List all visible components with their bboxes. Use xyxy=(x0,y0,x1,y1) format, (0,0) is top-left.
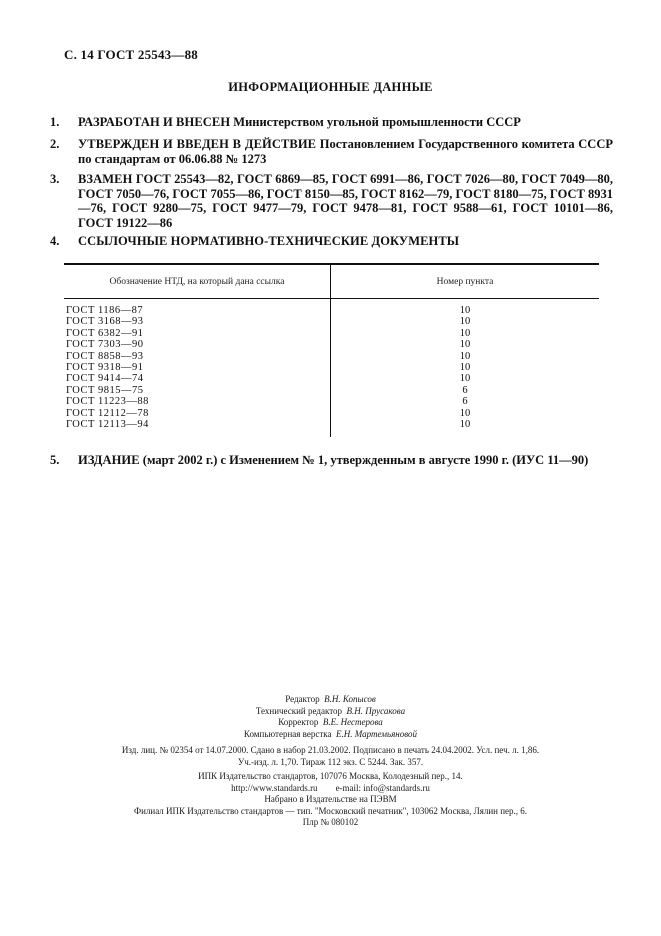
table-cell-clause: 6 xyxy=(462,396,468,408)
credit-layout xyxy=(0,729,661,741)
table-cell-clause: 10 xyxy=(459,339,471,351)
table-cell-clause: 10 xyxy=(459,327,471,339)
table-cell-document: ГОСТ 1186—87 xyxy=(66,305,144,316)
section-title: ИНФОРМАЦИОННЫЕ ДАННЫЕ xyxy=(228,80,433,94)
publication-details xyxy=(0,745,661,768)
table-cell-document: ГОСТ 11223—88 xyxy=(66,396,149,408)
printing-branch: Филиал ИПК Издательство стандартов — тип. "Московский печатник", 103062 Москва, Лялин пер., 6. xyxy=(133,805,528,816)
item-heading: УТВЕРЖДЕН И ВВЕДЕН В ДЕЙСТВИЕ xyxy=(78,137,317,151)
info-item-3 xyxy=(50,172,613,230)
item-text: Постановлением Государственного комитета СССР по стандартам от 06.06.88 № 1273 xyxy=(78,137,613,166)
credit-editor xyxy=(0,694,661,706)
publisher-website[interactable]: http://www.standards.ru xyxy=(231,782,318,793)
table-top-rule xyxy=(64,263,599,265)
table-body xyxy=(64,305,599,430)
credit-tech-editor xyxy=(0,706,661,718)
table-cell-document: ГОСТ 3168—93 xyxy=(66,316,144,328)
item-number: 5. xyxy=(50,453,60,467)
table-row xyxy=(64,396,599,407)
table-cell-document: ГОСТ 9318—91 xyxy=(66,361,144,373)
table-cell-document: ГОСТ 9414—74 xyxy=(66,373,144,385)
item-heading: РАЗРАБОТАН И ВНЕСЕН xyxy=(78,115,231,129)
table-row xyxy=(64,351,599,362)
item-heading: ВЗАМЕН xyxy=(78,172,133,186)
table-cell-document: ГОСТ 12113—94 xyxy=(66,418,149,430)
item-heading: ССЫЛОЧНЫЕ НОРМАТИВНО-ТЕХНИЧЕСКИЕ ДОКУМЕНТЫ xyxy=(78,234,460,248)
publication-line-1: Изд. лиц. № 02354 от 14.07.2000. Сдано в набор 21.03.2002. Подписано в печать 24.04.2002. Усл. печ. л. 1,86. xyxy=(121,745,540,755)
table-cell-document: ГОСТ 7303—90 xyxy=(66,339,144,351)
publisher-contacts xyxy=(0,783,661,795)
item-number: 3. xyxy=(50,172,60,186)
table-cell-document: ГОСТ 6382—91 xyxy=(66,327,144,339)
table-header-clause: Номер пункта xyxy=(436,277,494,287)
license-number: Плр № 080102 xyxy=(302,817,359,827)
table-header-rule xyxy=(64,298,599,299)
publisher-details xyxy=(0,771,661,829)
table-row xyxy=(64,373,599,384)
item-text: Министерством угольной промышленности СССР xyxy=(230,115,521,129)
publisher-email[interactable]: e-mail: info@standards.ru xyxy=(335,782,430,793)
info-item-1 xyxy=(50,115,613,130)
publisher-address: ИПК Издательство стандартов, 107076 Москва, Колодезный пер., 14. xyxy=(198,771,463,781)
info-item-2 xyxy=(50,137,613,166)
table-cell-document: ГОСТ 8858—93 xyxy=(66,350,144,362)
table-cell-clause: 10 xyxy=(459,407,471,419)
credit-role: Корректор xyxy=(278,717,319,727)
page-header-reference: С. 14 ГОСТ 25543—88 xyxy=(64,47,198,62)
imprint-credits xyxy=(0,694,661,740)
table-cell-clause: 10 xyxy=(459,316,471,328)
item-heading: ИЗДАНИЕ xyxy=(78,453,140,467)
table-row xyxy=(64,328,599,339)
table-cell-document: ГОСТ 12112—78 xyxy=(66,407,149,419)
table-cell-clause: 10 xyxy=(459,305,471,316)
credit-name: В.Н. Копысов xyxy=(324,694,376,704)
credit-proofreader xyxy=(0,717,661,729)
item-text: ГОСТ 25543—82, ГОСТ 6869—85, ГОСТ 6991—86, ГОСТ 7026—80, ГОСТ 7049—80, ГОСТ 7050—76, ГОСТ 7055—86, ГОСТ 8150—85, ГОСТ 8162—79, ГОСТ 8180—75, ГОСТ 8931—76, ГОСТ 9280—75, ГОСТ 9477—79, ГОСТ 9478—81, ГОСТ 9588—61, ГОСТ 10101—86, ГОСТ 19122—86 xyxy=(78,172,613,230)
table-row xyxy=(64,339,599,350)
credit-role: Технический редактор xyxy=(255,705,343,716)
table-row xyxy=(64,385,599,396)
credit-role: Редактор xyxy=(285,694,320,704)
item-text: (март 2002 г.) с Изменением № 1, утвержденным в августе 1990 г. (ИУС 11—90) xyxy=(139,453,589,467)
table-cell-clause: 6 xyxy=(462,384,468,396)
table-cell-clause: 10 xyxy=(459,361,471,373)
table-row xyxy=(64,316,599,327)
table-header-document: Обозначение НТД, на который дана ссылка xyxy=(109,277,285,287)
info-item-5 xyxy=(50,453,613,468)
credit-name: В.Н. Прусакова xyxy=(346,705,406,716)
table-row xyxy=(64,305,599,316)
table-cell-clause: 10 xyxy=(459,373,471,385)
table-cell-clause: 10 xyxy=(459,418,471,430)
table-cell-clause: 10 xyxy=(459,350,471,362)
table-row xyxy=(64,408,599,419)
credit-name: В.Е. Нестерова xyxy=(322,717,383,727)
table-row xyxy=(64,362,599,373)
credit-role: Компьютерная верстка xyxy=(243,728,332,739)
table-cell-document: ГОСТ 9815—75 xyxy=(66,384,144,396)
item-number: 4. xyxy=(50,234,60,248)
typesetting-note: Набрано в Издательстве на ПЭВМ xyxy=(264,794,397,804)
item-number: 2. xyxy=(50,137,60,151)
table-row xyxy=(64,419,599,430)
info-item-4 xyxy=(50,234,613,249)
credit-name: Е.Н. Мартемьяновой xyxy=(336,728,418,739)
publication-line-2: Уч.-изд. л. 1,70. Тираж 112 экз. С 5244. Зак. 357. xyxy=(237,756,424,767)
item-number: 1. xyxy=(50,115,60,129)
